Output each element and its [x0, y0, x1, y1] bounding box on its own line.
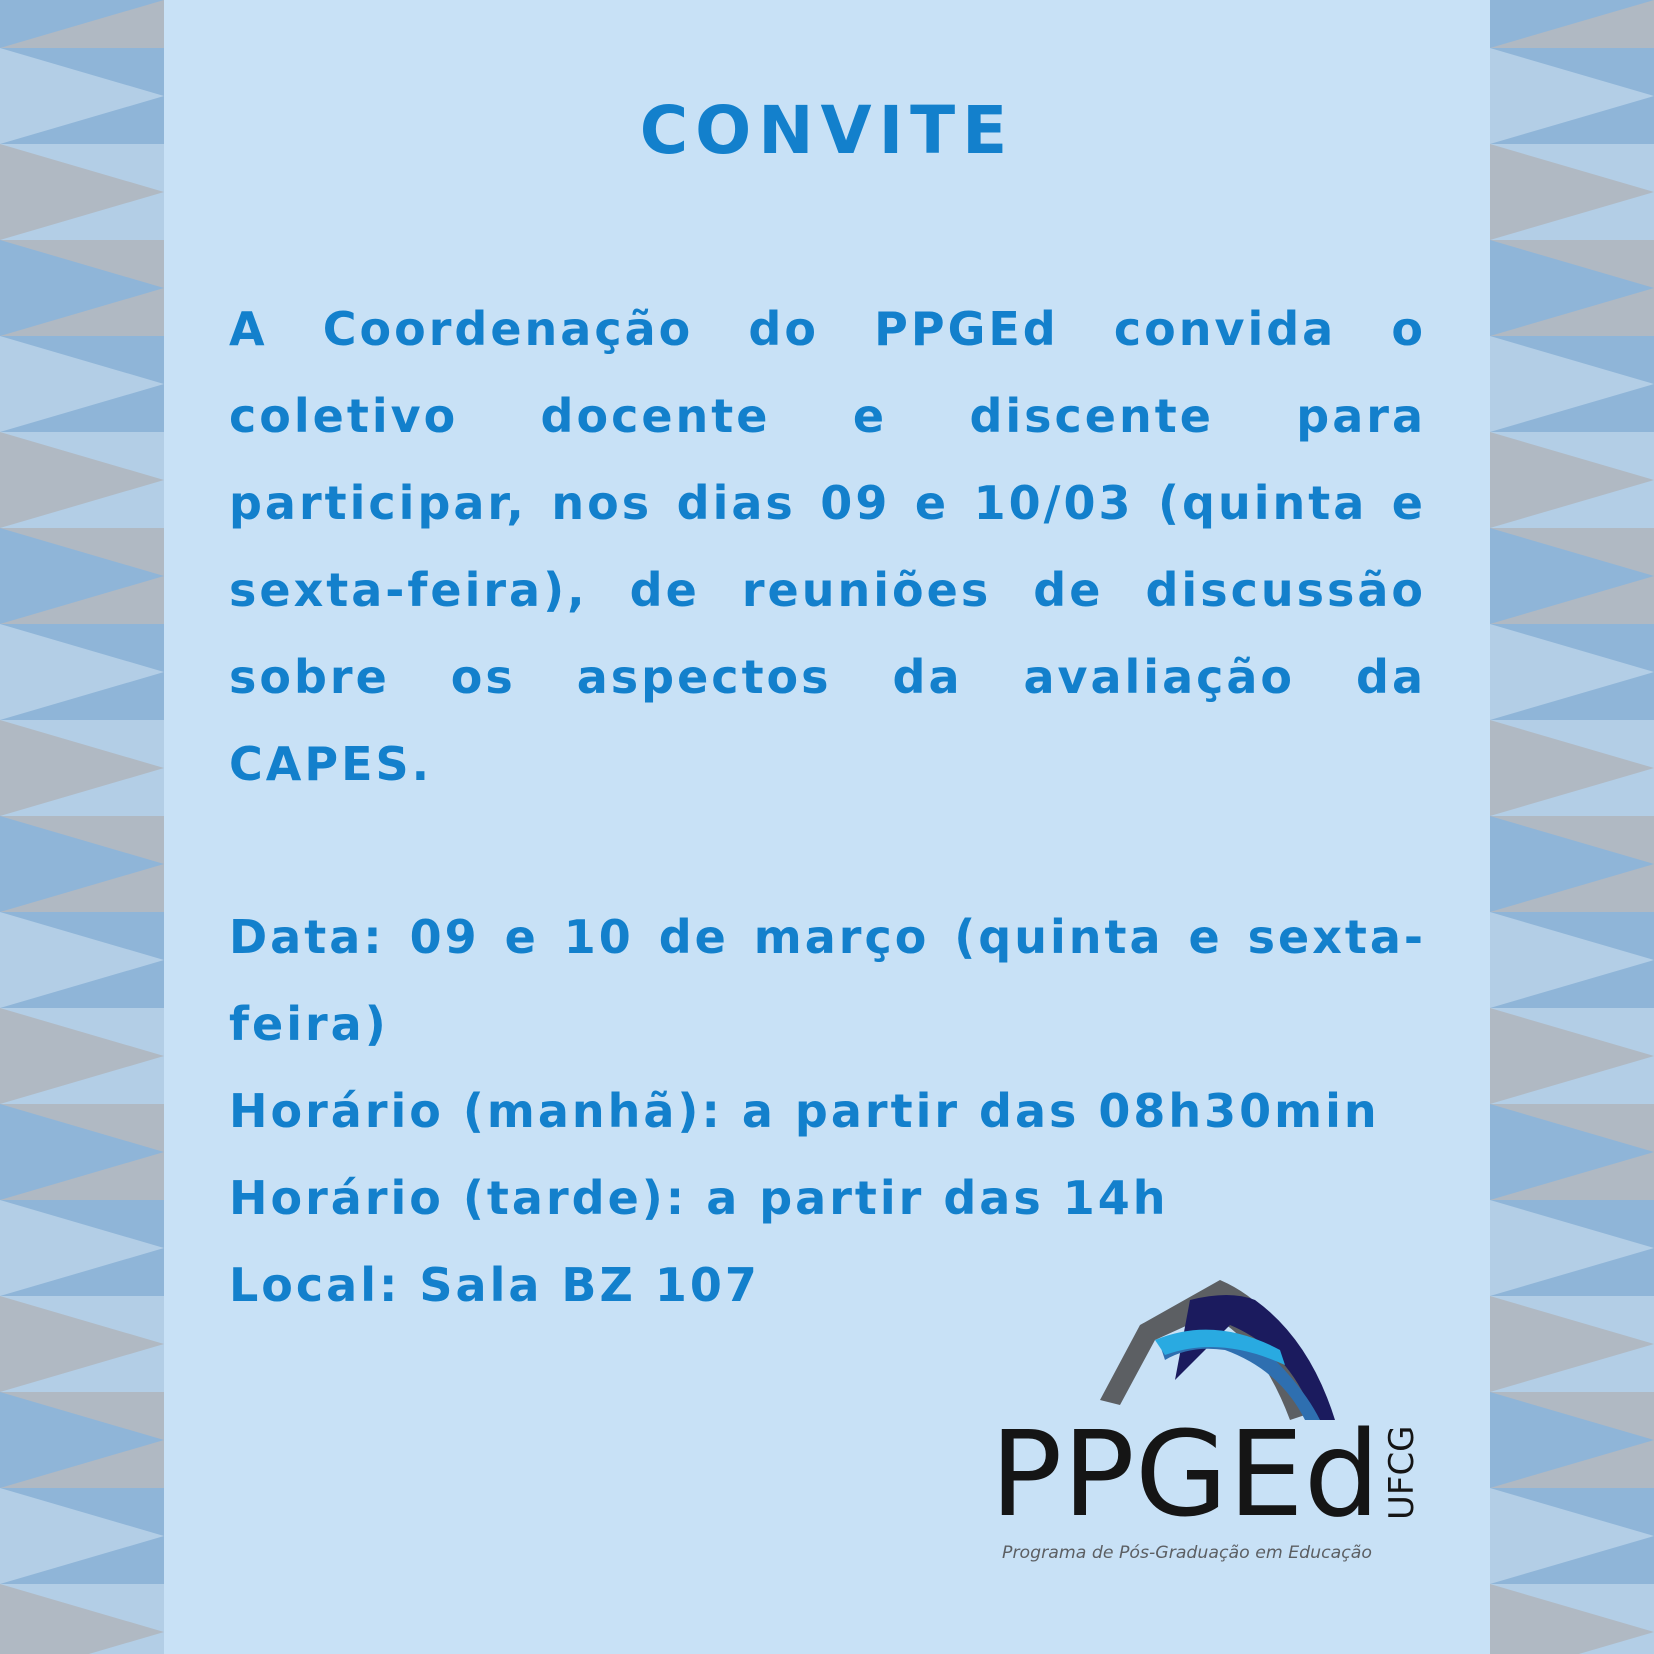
left-decorative-border [0, 0, 164, 1654]
right-triangle-pattern [1490, 0, 1654, 1654]
right-decorative-border [1490, 0, 1654, 1654]
left-triangle-pattern [0, 0, 164, 1654]
logo-institution: UFCG [1382, 1425, 1422, 1520]
logo-arc-graphic [1100, 1280, 1335, 1420]
logo-tagline: Programa de Pós-Graduação em Educação [1002, 1543, 1372, 1563]
event-date: Data: 09 e 10 de março (quinta e sexta-feira) [229, 910, 1426, 1051]
event-location: Local: Sala BZ 107 [229, 1258, 760, 1312]
invitation-title: CONVITE [639, 92, 1015, 169]
morning-schedule: Horário (manhã): a partir das 08h30min [229, 1084, 1380, 1138]
ppged-logo [990, 1270, 1430, 1570]
logo-wordmark: PPGEd [990, 1405, 1380, 1543]
invitation-body: A Coordenação do PPGEd convida o coletivo docente e discente para participar, nos dias 09 e 10/03 (quinta e sexta-feira), de reuniões de discussão sobre os aspectos da avaliação da CAPES. [229, 302, 1426, 791]
afternoon-schedule: Horário (tarde): a partir das 14h [229, 1171, 1169, 1225]
